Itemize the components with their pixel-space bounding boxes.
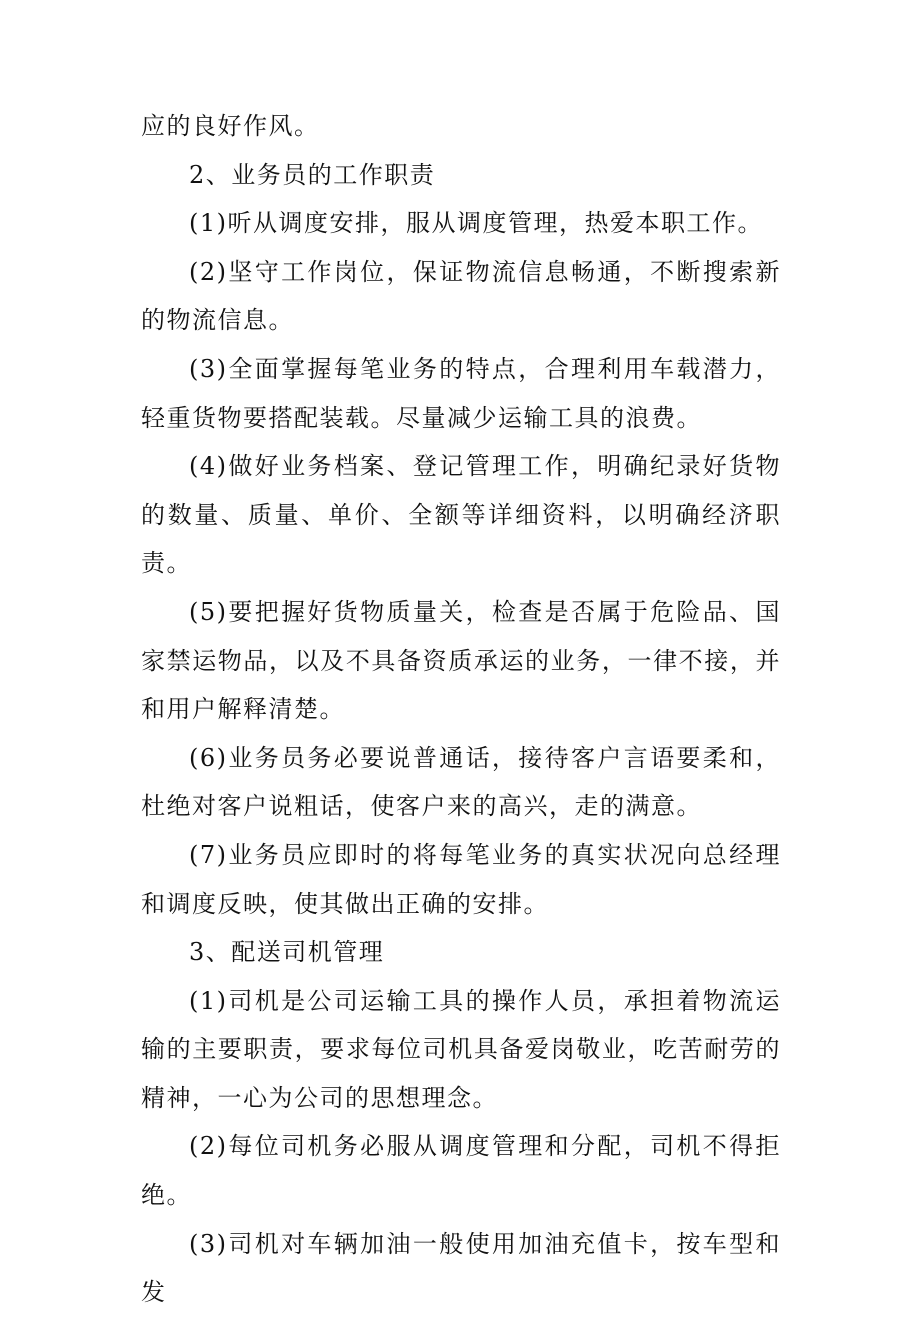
paragraph-3-2: (2)每位司机务必服从调度管理和分配，司机不得拒绝。 [141,1132,781,1210]
paragraph-2-4: (4)做好业务档案、登记管理工作，明确纪录好货物的数量、质量、单价、全额等详细资料，以明确经济职责。 [141,452,781,578]
paragraph-1: 应的良好作风。 [141,112,320,140]
paragraph-2-3: (3)全面掌握每笔业务的特点，合理利用车载潜力，轻重货物要搭配装载。尽量减少运输工具的浪费。 [141,354,781,432]
paragraph-3-3: (3)司机对车辆加油一般使用加油充值卡，按车型和发 [141,1229,781,1307]
section-heading-3: 3、配送司机管理 [189,938,385,967]
paragraph-2-7: (7)业务员应即时的将每笔业务的真实状况向总经理和调度反映，使其做出正确的安排。 [141,840,781,918]
paragraph-2-2: (2)坚守工作岗位，保证物流信息畅通，不断搜索新的物流信息。 [141,257,781,335]
paragraph-2-1: (1)听从调度安排，服从调度管理，热爱本职工作。 [189,209,763,238]
document-body [141,102,781,1317]
section-heading-2: 2、业务员的工作职责 [189,160,436,189]
paragraph-2-6: (6)业务员务必要说普通话，接待客户言语要柔和，杜绝对客户说粗话，使客户来的高兴，走的满意。 [141,743,781,821]
paragraph-2-5: (5)要把握好货物质量关，检查是否属于危险品、国家禁运物品，以及不具备资质承运的业务，一律不接，并和用户解释清楚。 [141,597,781,724]
paragraph-3-1: (1)司机是公司运输工具的操作人员，承担着物流运输的主要职责，要求每位司机具备爱岗敬业，吃苦耐劳的精神，一心为公司的思想理念。 [141,986,781,1112]
